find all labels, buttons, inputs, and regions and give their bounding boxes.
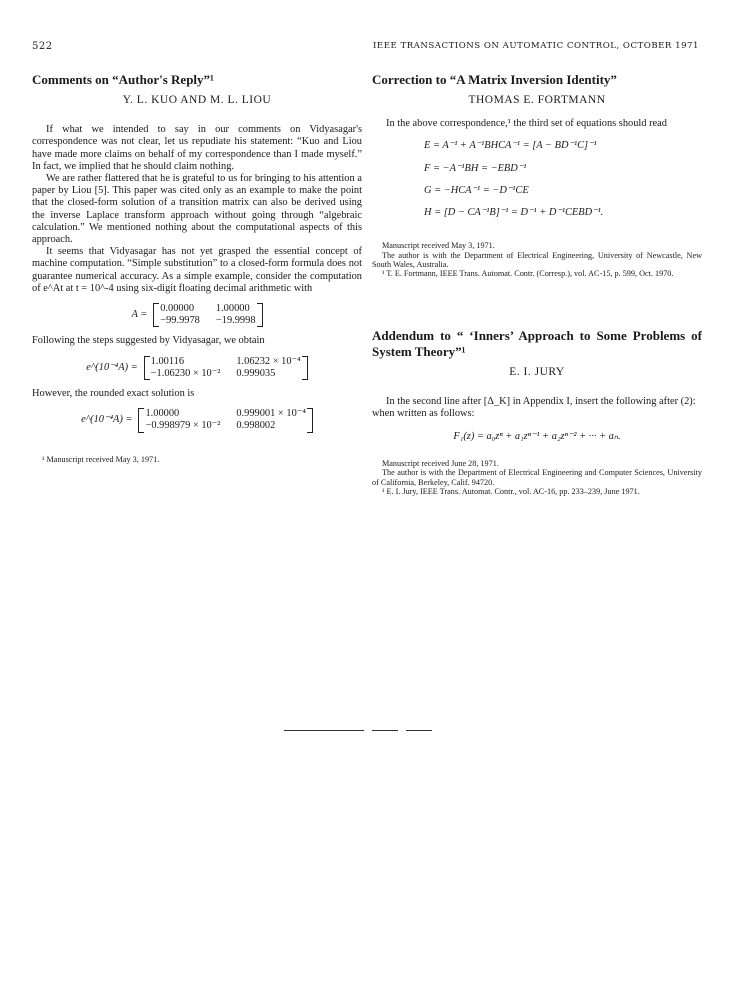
footnote: ¹ E. I. Jury, IEEE Trans. Automat. Contr., vol. AC-16, pp. 233–239, June 1971.	[382, 487, 640, 497]
equation-matrix-a	[32, 303, 362, 327]
article-authors: THOMAS E. FORTMANN	[468, 94, 606, 106]
matrix	[153, 303, 262, 327]
matrix-cell: 1.00000	[145, 408, 180, 420]
equation-lhs: A =	[131, 309, 148, 321]
equation-list	[424, 140, 702, 219]
article-authors: E. I. JURY	[509, 366, 565, 378]
footnote: The author is with the Department of Electrical Engineering, University of Newcastle, New South Wales, Australia.	[372, 250, 702, 270]
footnote: ¹ Manuscript received May 3, 1971.	[42, 454, 160, 464]
paragraph: If what we intended to say in our comments on Vidyasagar's correspondence was not clear, let us repudiate his statement: “Kuo and Liou have made more claims on behalf of my correspondence than I made myself.” In fact, we implied that he should claim nothing.	[32, 124, 362, 172]
matrix-cell: 1.00000	[215, 303, 250, 315]
running-head: IEEE TRANSACTIONS ON AUTOMATIC CONTROL, OCTOBER 1971	[373, 41, 699, 51]
divider-rule	[372, 730, 398, 731]
matrix-cell: 0.998002	[236, 420, 276, 432]
equation-lhs: e^(10⁻⁴A) =	[81, 414, 133, 426]
divider-rule	[406, 730, 432, 731]
article-title: Comments on “Author's Reply”¹	[32, 72, 214, 87]
equation: E = A⁻¹ + A⁻¹BHCA⁻¹ = [A − BD⁻¹C]⁻¹	[424, 140, 597, 152]
matrix	[138, 408, 312, 432]
paragraph: However, the rounded exact solution is	[32, 388, 195, 400]
equation-exact	[32, 408, 362, 432]
paragraph: It seems that Vidyasagar has not yet grasped the essential concept of machine computation. “Simple substitution” to a closed-form formula does not guarantee numerical accuracy. As a simple example, consider the computation of e^At at t = 10^-4 using six-digit floating decimal arithmetic with	[32, 246, 362, 294]
matrix	[144, 356, 308, 380]
article-title: Addendum to “ ‘Inners’ Approach to Some Problems of System Theory”¹	[372, 328, 702, 359]
paragraph: In the second line after [Δ_K] in Appendix I, insert the following after (2):	[386, 396, 696, 408]
equation: F = −A⁻¹BH = −EBD⁻¹	[424, 162, 527, 174]
paragraph: Following the steps suggested by Vidyasagar, we obtain	[32, 335, 265, 347]
paragraph: when written as follows:	[372, 408, 475, 420]
paragraph: We are rather flattered that he is grateful to us for bringing to his attention a paper by Liou [5]. This paper was cited only as an example to make the point that the closed-form solution of a transition matrix can also be derived using the inverse Laplace transform approach without going through “algebraic calculation.” We mentioned nothing about the computational aspects of this approach.	[32, 173, 362, 246]
matrix-cell: 1.06232 × 10⁻⁴	[236, 355, 301, 367]
footnote: ¹ T. E. Fortmann, IEEE Trans. Automat. Contr. (Corresp.), vol. AC-15, p. 599, Oct. 1970.	[382, 269, 674, 279]
matrix-cell: −99.9978	[160, 315, 200, 327]
matrix-cell: 0.999035	[236, 367, 276, 379]
article-comments	[32, 72, 362, 464]
paragraph: In the above correspondence,¹ the third set of equations should read	[386, 118, 667, 130]
article-correction	[372, 72, 702, 279]
equation: F₁(z) = a₀zⁿ + a₁zⁿ⁻¹ + a₂zⁿ⁻² + ··· + aₙ.	[453, 430, 621, 442]
article-title: Correction to “A Matrix Inversion Identity”	[372, 72, 617, 87]
footnote: The author is with the Department of Electrical Engineering and Computer Sciences, University of California, Berkeley, Calif. 94720.	[372, 468, 702, 487]
footnotes	[372, 459, 702, 497]
matrix-cell: 0.999001 × 10⁻⁴	[236, 408, 306, 420]
page-number: 522	[32, 41, 53, 52]
matrix-cell: 0.00000	[160, 303, 195, 315]
equation: H = [D − CA⁻¹B]⁻¹ = D⁻¹ + D⁻¹CEBD⁻¹.	[424, 207, 604, 219]
matrix-cell: −0.998979 × 10⁻²	[145, 420, 221, 432]
footnote: Manuscript received June 28, 1971.	[382, 458, 499, 468]
article-authors: Y. L. KUO AND M. L. LIOU	[122, 94, 272, 106]
matrix-cell: −19.9998	[215, 315, 256, 327]
equation: G = −HCA⁻¹ = −D⁻¹CE	[424, 184, 529, 196]
equation-lhs: e^(10⁻⁴A) =	[86, 361, 138, 373]
equation-computed	[32, 356, 362, 380]
article-addendum	[372, 328, 702, 496]
footnotes	[372, 241, 702, 279]
divider-rule	[284, 730, 364, 731]
matrix-cell: 1.00116	[150, 355, 185, 367]
footnote: Manuscript received May 3, 1971.	[382, 241, 495, 251]
matrix-cell: −1.06230 × 10⁻²	[150, 367, 221, 379]
